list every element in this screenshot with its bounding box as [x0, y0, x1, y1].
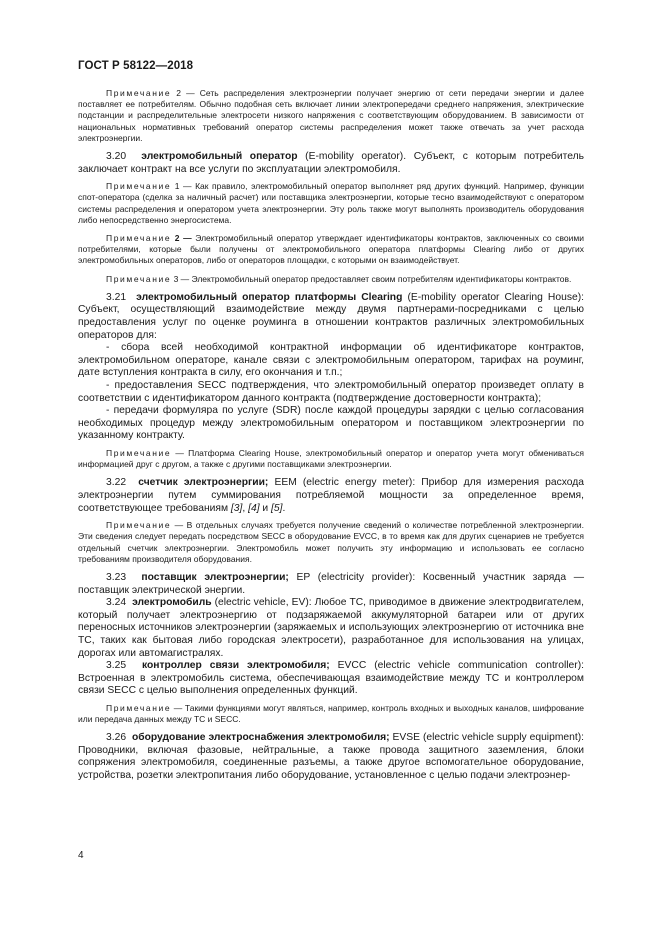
definition-text: (E-mobility operator). Субъект, с которым потребитель заключает контракт на все услуги по эксплуатации электромобиля. [78, 151, 584, 175]
definition-term: электромобильный оператор платформы Clearing [136, 291, 403, 303]
definition-number: 3.21 [106, 291, 127, 303]
note-label: Примечание [106, 520, 172, 531]
definition-text: EVSE (electric vehicle supply equipment): Проводники, включая фазовые, нейтральные, а также провода защитного заземления, блоки сопряжения электромобиля, соединенные разъемы, а также другое вспомогательное оборудование, устройства, розетки электропитания либо оборудование, установленное с целью подачи электроэнер- [78, 732, 584, 782]
definition-number: 3.24 [106, 597, 127, 609]
note-text: Электромобильный оператор утверждает идентификаторы контрактов, заключенных со своими потребителями, которые были получены от электромобильного оператора платформы Clearing либо от других электромобильных операторов, либо от операторов площадки, с которыми он взаимодействует. [78, 233, 584, 266]
definition-text: (E-mobility operator Clearing House): Субъект, осуществляющий взаимодействие между двумя партнерами-посредниками с целью предоставления услуг по оценке роуминга в отношении контрактов различных электромобильных операторов для: [78, 291, 584, 341]
definition-3-23 [78, 572, 584, 597]
note-label: Примечание [106, 233, 172, 244]
definition-3-21 [78, 292, 584, 342]
page-number: 4 [78, 850, 84, 861]
note-text: — Платформа Clearing House, электромобильный оператор и оператор учета могут обмениваться информацией друг с другом, а также с другими поставщиками электроэнергии. [78, 447, 584, 470]
definition-3-20 [78, 151, 584, 176]
definition-number: 3.23 [106, 571, 127, 583]
note-label: Примечание [106, 702, 172, 713]
definition-number: 3.22 [106, 477, 127, 489]
reference-3: [3] [230, 502, 243, 514]
list-item: - предоставления SECC подтверждения, что электромобильный оператор произведет оплату в соответствии с идентификатором данного контракта (подтверждение достоверности контракта); [78, 379, 584, 404]
list-item: - сбора всей необходимой контрактной информации об идентификаторе контрактов, электромобильном операторе, канале связи с электромобильным оператором, тарифах на роуминг, дате вступления контракта в силу, его окончания и т.п.; [78, 342, 584, 379]
definition-term: поставщик электроэнергии; [141, 571, 289, 583]
definition-text: EVCC (electric vehicle communication controller): Встроенная в электромобиль система, обеспечивающая взаимодействие между ТС и контроллером связи SECC с целью выполнения определенных функций. [78, 660, 584, 697]
note-label: Примечание [106, 88, 172, 98]
definition-number: 3.20 [106, 151, 127, 163]
note-3-22 [78, 520, 584, 565]
note-text: — Такими функциями могут являться, например, контроль входных и выходных каналов, шифрование или передача данных между ТС и SECC. [78, 702, 584, 725]
note-number: 2 — [171, 233, 192, 244]
list-item: - передачи формуляра по услуге (SDR) после каждой процедуры зарядки с целью согласования необходимых процедур между электромобильным оператором и поставщиком электроэнергии по указанному контракту. [78, 405, 584, 442]
reference-4: [4] [248, 502, 260, 514]
note-text: 3 — Электромобильный оператор предоставляет своим потребителям идентификаторы контрактов. [171, 273, 572, 284]
note-text: 2 — Сеть распределения электроэнергии получает энергию от сети передачи энергии и далее поставляет ее потребителям. Обычно подобная сеть включает линии электропередачи среднего напряжения, электрические подстанции и распределительные электросети низкого напряжения с соответствующим оборудованием. В зависимости от национальных нормативных требований оператор системы распределения может также отвечать за учет расхода электроэнергии. [78, 88, 584, 143]
separator: и [259, 502, 272, 514]
period: . [282, 502, 286, 514]
definition-text: EP (electricity provider): Косвенный участник заряда — поставщик электрической энергии. [78, 571, 584, 596]
definition-number: 3.26 [106, 732, 127, 744]
note-3-20-1 [78, 181, 584, 226]
note-3-20-2 [78, 233, 584, 267]
definition-text: (electric vehicle, EV): Любое ТС, приводимое в движение электродвигателем, который получает электроэнергию от подзаряжаемой аккумуляторной батареи или от других переносных источников электроэнергии (заряжаемых и использующих электроэнергию от источника вне ТС, таких как бытовая либо городская электросети), разработанное для использования на улицах, дорогах или автомагистралях. [78, 597, 584, 659]
definition-term: электромобильный оператор [141, 151, 298, 163]
definition-term: оборудование электроснабжения электромобиля; [131, 732, 390, 744]
definition-term: контроллер связи электромобиля; [141, 660, 330, 672]
document-header: ГОСТ Р 58122—2018 [78, 60, 194, 72]
note-distribution-network [78, 88, 584, 144]
note-text: 1 — Как правило, электромобильный оператор выполняет ряд других функций. Например, функции спот-оператора (сделка за наличный расчет) или поставщика электроэнергии, которые тесно взаимодействуют с оператором системы распределения и оператором учета электроэнергии. Эту роль также могут выполнять производитель оборудования либо непосредственно энергосистема. [78, 181, 584, 225]
definition-3-24 [78, 597, 584, 660]
note-label: Примечание [106, 447, 172, 458]
definition-term: электромобиль [132, 597, 212, 609]
note-3-25 [78, 703, 584, 725]
separator: , [242, 502, 249, 514]
document-body [78, 88, 584, 783]
definition-3-25 [78, 660, 584, 698]
definition-number: 3.25 [106, 660, 127, 672]
note-label: Примечание [106, 181, 172, 192]
definition-term: счетчик электроэнергии; [138, 477, 269, 489]
note-3-20-3 [78, 274, 584, 285]
definition-3-26 [78, 732, 584, 782]
definition-text: EEM (electric energy meter): Прибор для измерения расхода электроэнергии путем суммирования потребляемой мощности за определенное время, соответствующее требованиям [78, 477, 584, 514]
note-3-21 [78, 448, 584, 470]
note-label: Примечание [106, 273, 172, 284]
note-text: — В отдельных случаях требуется получение сведений о количестве потребленной электроэнергии. Эти сведения следует передать посредством SECC в оборудование EVCC, в то время как для других сценариев не требуется отдельный счетчик электроэнергии. Электромобиль может получить эту информацию и использовать ее согласно требованиям производителя оборудования. [78, 520, 584, 564]
definition-3-22 [78, 477, 584, 515]
reference-5: [5] [271, 502, 283, 514]
